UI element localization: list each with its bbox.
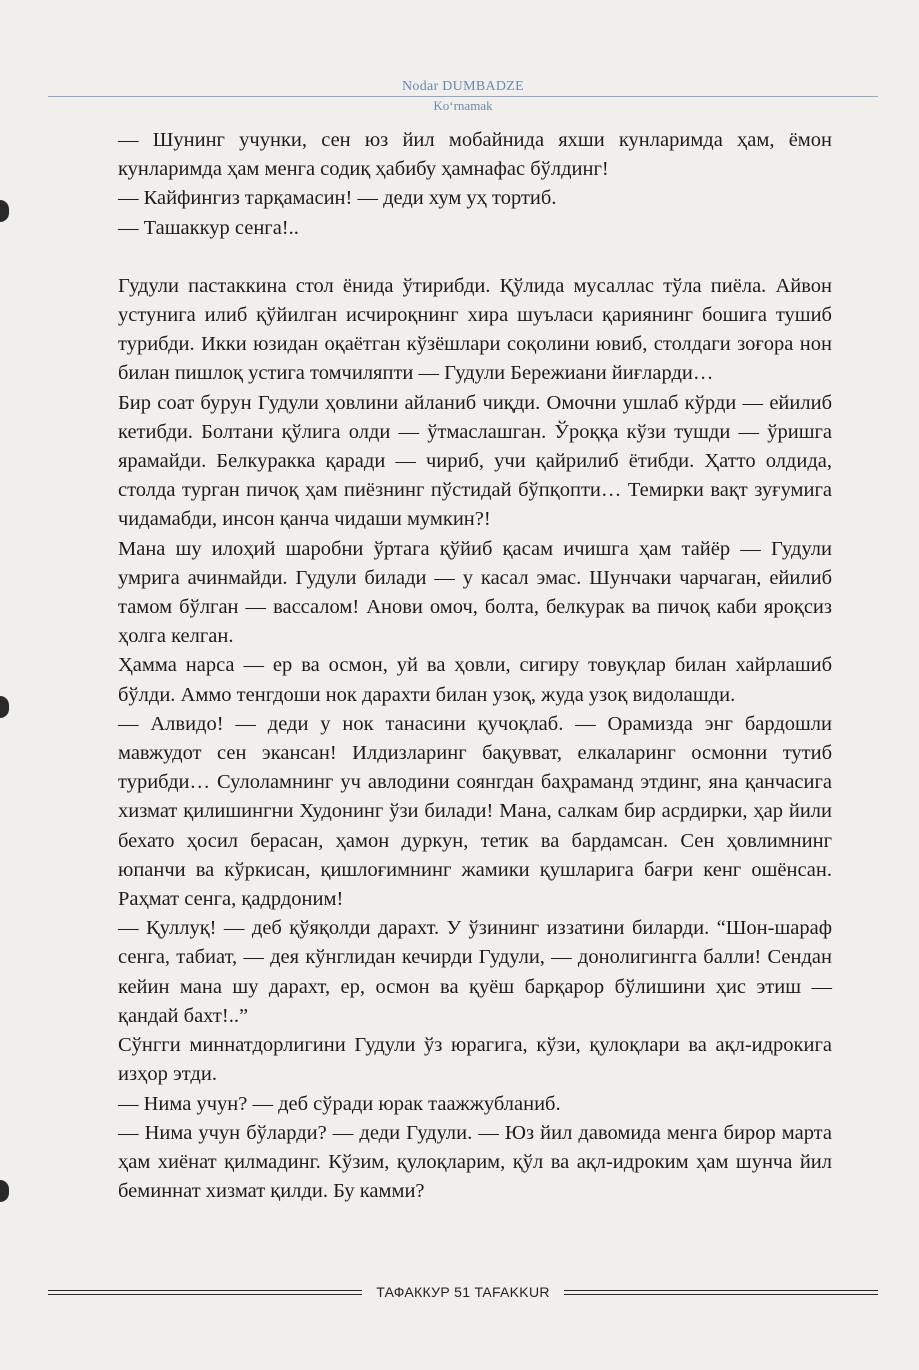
paragraph: — Нима учун? — деб сўради юрак таажжубланиб. — [118, 1092, 561, 1115]
paragraph: Сўнгги миннатдорлигини Гудули ўз юрагига, кўзи, қулоқлари ва ақл-идрокига изҳор этди. — [118, 1034, 832, 1086]
paragraph: — Нима учун бўларди? — деди Гудули. — Юз йил давомида менга бирор марта ҳам хиёнат қилмадинг. Кўзим, қулоқларим, қўл ва ақл-идроким ҳам шунча йил беминнат хизмат қилди. Бу камми? — [118, 1121, 832, 1203]
binder-hole-top — [0, 200, 9, 222]
paragraph: — Қуллуқ! — деб қўяқолди дарахт. У ўзининг иззатини биларди. “Шон-шараф сенга, табиат, — дея кўнглидан кечирди Гудули, — донолигингга балли! Сендан кейин мана шу дарахт, ер, осмон ва қуёш барқарор бўлишини ҳис этиш — қандай бахт!..” — [118, 917, 832, 1027]
page-body — [118, 126, 832, 1206]
paragraph: Мана шу илоҳий шаробни ўртага қўйиб қасам ичишга ҳам тайёр — Гудули умрига ачинмайди. Гудули билади — у касал эмас. Шунчаки чарчаган, ейилиб тамом бўлган — вассалом! Анови омоч, болта, белкурак ва пичоқ каби яроқсиз ҳолга келган. — [118, 537, 832, 648]
paragraph: Гудули пастаккина стол ёнида ўтирибди. Қўлида мусаллас тўла пиёла. Айвон устунига илиб қўйилган исчироқнинг хира шуъласи қариянинг бошига тушиб турибди. Икки юзидан оқаётган кўзёшлари соқолини ювиб, столдаги зоғора нон билан пишлоқ устига томчиляпти — Гудули Бережиани йиғларди… — [118, 274, 832, 385]
paragraph: — Кайфингиз тарқамасин! — деди хум уҳ тортиб. — [118, 187, 557, 210]
binder-hole-middle — [0, 696, 9, 718]
footer-page-label: ТАФАККУР 51 TAFAKKUR — [376, 1284, 550, 1300]
paragraph: — Шунинг учунки, сен юз йил мобайнида яхши кунларимда ҳам, ёмон кунларимда ҳам менга содиқ ҳабибу ҳамнафас бўлдинг! — [118, 129, 832, 181]
binder-hole-bottom — [0, 1180, 9, 1202]
section-break — [118, 243, 832, 272]
footer-rule-left — [48, 1290, 362, 1295]
footer-rule-right — [564, 1290, 878, 1295]
paragraph: — Алвидо! — деди у нок танасини қучоқлаб. — Орамизда энг бардошли мавжудот сен экансан! Илдизларинг бақувват, елкаларинг осмонни тутиб турибди… Сулоламнинг уч авлодини соянгдан баҳраманд этдинг, яна қанчасига хизмат қилишингни Худонинг ўзи билади! Мана, салкам бир асрдирки, ҳар йили бехато ҳосил берасан, ҳамон дуркун, тетик ва бардамсан. Сен ҳовлимнинг юпанчи ва кўркисан, қишлоғимнинг жамики қушларига бағри кенг ошёнсан. Раҳмат сенга, қадрдоним! — [118, 712, 832, 911]
paragraph: Бир соат бурун Гудули ҳовлини айланиб чиқди. Омочни ушлаб кўрди — ейилиб кетибди. Болтани қўлига олди — ўтмаслашган. Ўроққа кўзи тушди — ўришга ярамайди. Белкуракка қаради — чириб, учи қайрилиб ётибди. Ҳатто олдида, столда турган пичоқ ҳам пиёзнинг пўстидай бўпқопти… Темирки вақт зуғумига чидамабди, инсон қанча чидаши мумкин?! — [118, 391, 832, 531]
header-rule — [48, 96, 878, 97]
paragraph: Ҳамма нарса — ер ва осмон, уй ва ҳовли, сигиру товуқлар билан хайрлашиб бўлди. Аммо тенгдоши нок дарахти билан узоқ, жуда узоқ видолашди. — [118, 654, 832, 706]
header-author: Nodar DUMBADZE — [401, 79, 525, 94]
page-footer — [48, 1278, 878, 1306]
header-journal: Ko‘rnamak — [433, 98, 493, 113]
running-header — [48, 78, 878, 113]
paragraph: — Ташаккур сенга!.. — [118, 216, 299, 239]
